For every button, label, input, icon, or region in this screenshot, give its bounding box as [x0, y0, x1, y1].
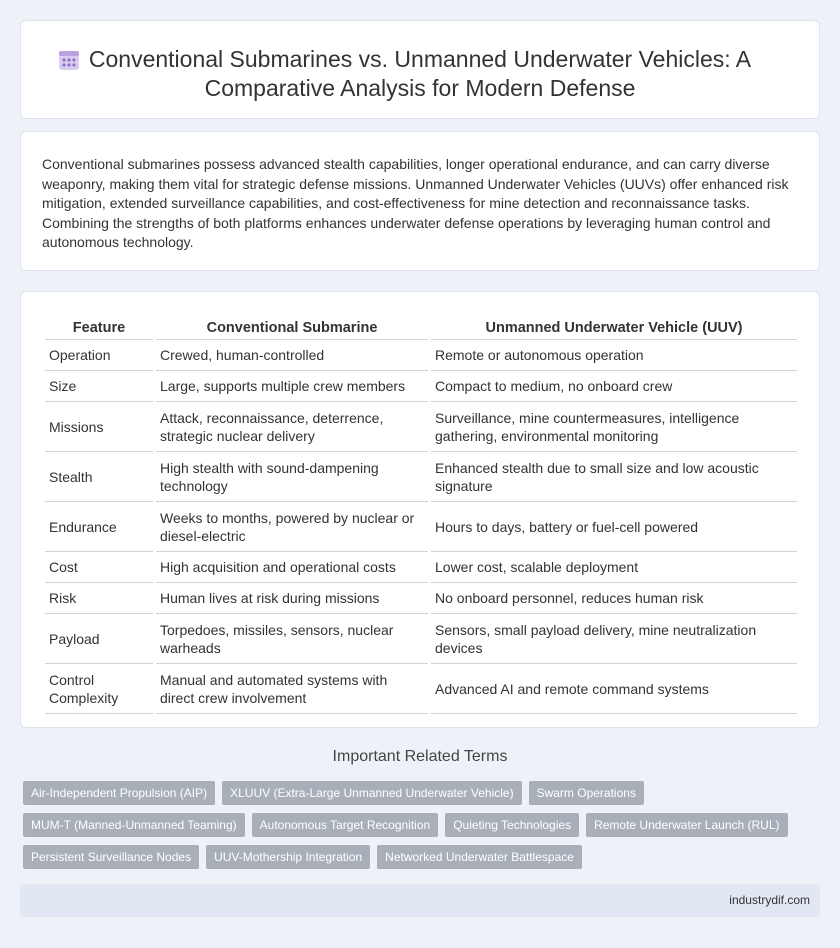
submarine-cell: Large, supports multiple crew members: [156, 371, 428, 402]
uuv-cell: No onboard personnel, reduces human risk: [431, 583, 797, 614]
footer: [20, 884, 820, 917]
tag-row: [23, 845, 813, 869]
submarine-cell: High acquisition and operational costs: [156, 552, 428, 583]
table-row: [45, 402, 797, 452]
uuv-cell: Advanced AI and remote command systems: [431, 664, 797, 714]
submarine-cell: Crewed, human-controlled: [156, 340, 428, 371]
table-row: [45, 583, 797, 614]
tag-persistent-surveillance-nodes[interactable]: Persistent Surveillance Nodes: [23, 845, 199, 869]
tag-quieting-technologies[interactable]: Quieting Technologies: [445, 813, 579, 837]
table-row: [45, 502, 797, 552]
feature-cell: Missions: [45, 402, 153, 452]
footer-site-link[interactable]: industrydif.com: [729, 893, 810, 907]
tag-swarm-operations[interactable]: Swarm Operations: [529, 781, 644, 805]
feature-cell: Payload: [45, 614, 153, 664]
table-row: [45, 340, 797, 371]
related-terms-tags: [23, 781, 813, 877]
related-terms-title: Important Related Terms: [332, 748, 508, 765]
submarine-cell: High stealth with sound-dampening technology: [156, 452, 428, 502]
uuv-cell: Hours to days, battery or fuel-cell powered: [431, 502, 797, 552]
feature-cell: Risk: [45, 583, 153, 614]
uuv-cell: Lower cost, scalable deployment: [431, 552, 797, 583]
header-conventional-submarine: Conventional Submarine: [156, 316, 428, 340]
page-title-line-1: Conventional Submarines vs. Unmanned Underwater Vehicles: A: [88, 46, 752, 72]
table-row: [45, 664, 797, 714]
uuv-cell: Surveillance, mine countermeasures, intelligence gathering, environmental monitoring: [431, 402, 797, 452]
uuv-cell: Sensors, small payload delivery, mine neutralization devices: [431, 614, 797, 664]
header-uuv: Unmanned Underwater Vehicle (UUV): [431, 316, 797, 340]
table-row: [45, 614, 797, 664]
tag-row: [23, 813, 813, 837]
tag-autonomous-target-recognition[interactable]: Autonomous Target Recognition: [252, 813, 439, 837]
submarine-cell: Attack, reconnaissance, deterrence, strategic nuclear delivery: [156, 402, 428, 452]
feature-cell: Stealth: [45, 452, 153, 502]
table-row: [45, 552, 797, 583]
submarine-cell: Torpedoes, missiles, sensors, nuclear warheads: [156, 614, 428, 664]
tag-row: [23, 781, 813, 805]
table-row: [45, 371, 797, 402]
submarine-cell: Manual and automated systems with direct crew involvement: [156, 664, 428, 714]
intro-card: [20, 131, 820, 271]
tag-remote-underwater-launch[interactable]: Remote Underwater Launch (RUL): [586, 813, 787, 837]
uuv-cell: Compact to medium, no onboard crew: [431, 371, 797, 402]
tag-networked-underwater-battlespace[interactable]: Networked Underwater Battlespace: [377, 845, 582, 869]
uuv-cell: Remote or autonomous operation: [431, 340, 797, 371]
comparison-card: [20, 291, 820, 728]
feature-cell: Control Complexity: [45, 664, 153, 714]
tag-aip[interactable]: Air-Independent Propulsion (AIP): [23, 781, 215, 805]
uuv-cell: Enhanced stealth due to small size and low acoustic signature: [431, 452, 797, 502]
feature-cell: Size: [45, 371, 153, 402]
page-title-line-2: Comparative Analysis for Modern Defense: [204, 75, 636, 101]
submarine-cell: Human lives at risk during missions: [156, 583, 428, 614]
feature-cell: Operation: [45, 340, 153, 371]
header-feature: Feature: [45, 316, 153, 340]
table-row: [45, 452, 797, 502]
page-title: [21, 45, 819, 103]
intro-paragraph: Conventional submarines possess advanced stealth capabilities, longer operational endurance, and can carry diverse weaponry, making them vital for strategic defense missions. Unmanned Underwater Vehicles (UUVs) offer enhanced risk mitigation, extended surveillance capabilities, and cost-effectiveness for mine detection and reconnaissance tasks. Combining the strengths of both platforms enhances underwater defense operations by leveraging human control and autonomous technology.: [42, 156, 789, 250]
tag-uuv-mothership-integration[interactable]: UUV-Mothership Integration: [206, 845, 370, 869]
title-card: [20, 20, 820, 119]
table-header-row: [45, 316, 797, 340]
comparison-table: [42, 316, 800, 714]
tag-xluuv[interactable]: XLUUV (Extra-Large Unmanned Underwater Vehicle): [222, 781, 521, 805]
feature-cell: Endurance: [45, 502, 153, 552]
submarine-cell: Weeks to months, powered by nuclear or diesel-electric: [156, 502, 428, 552]
tag-mum-t[interactable]: MUM-T (Manned-Unmanned Teaming): [23, 813, 245, 837]
feature-cell: Cost: [45, 552, 153, 583]
